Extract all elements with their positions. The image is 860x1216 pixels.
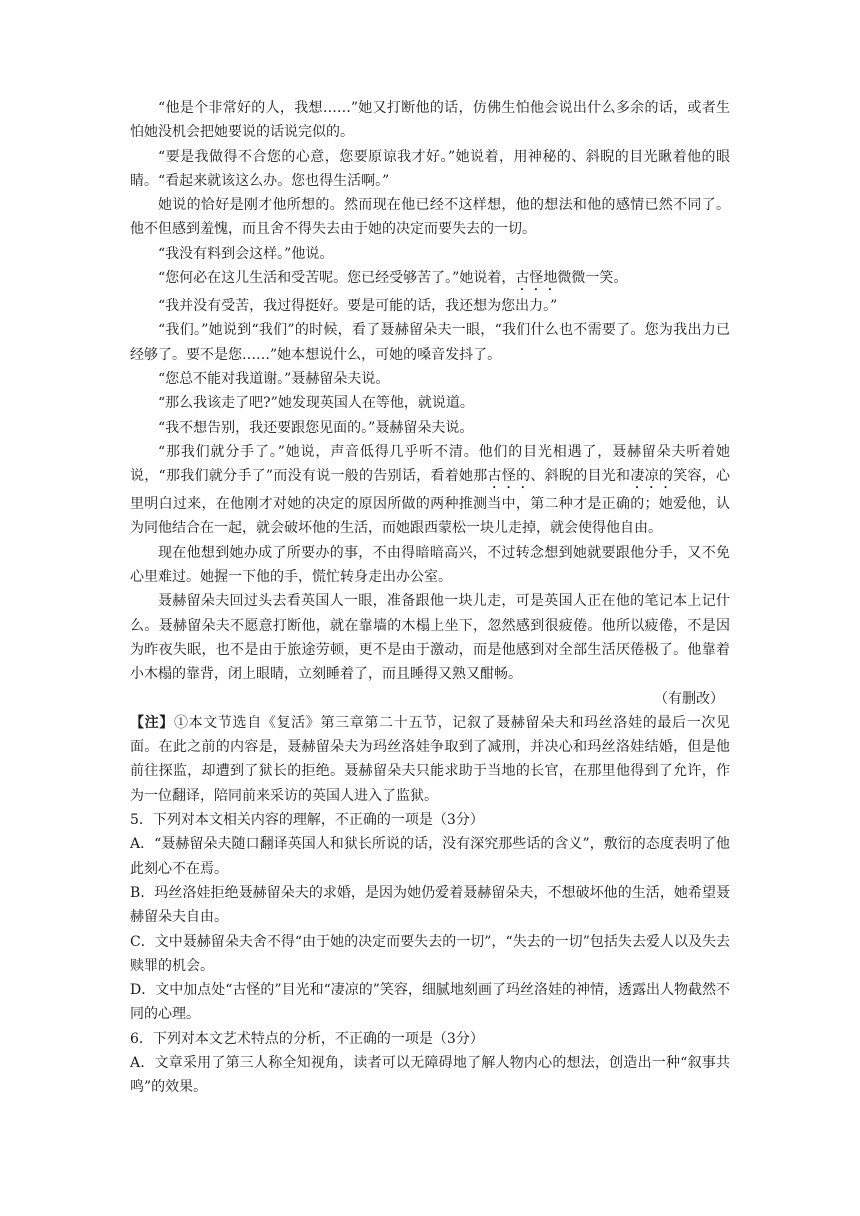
annotation-label: 【注】 [130, 714, 174, 731]
emphasized-text: 古怪的 [487, 468, 531, 485]
paragraph: “您总不能对我道谢。”聂赫留朵夫说。 [158, 370, 390, 387]
text-run: “那我们就分手了。”她说，声音低得几乎听不清。他们的目光相遇了，聂赫留朵夫听着她说，“那我们就分手了”而没有说一般的告别话，看着她那 [130, 443, 730, 485]
emphasized-text: 凄凉的 [630, 468, 674, 485]
annotation [130, 711, 730, 808]
paragraph: “要是我做得不合您的心意，您要原谅我才好。”她说着，用神秘的、斜睨的目光瞅着他的眼睛。“看起来就该这么办。您也得生活啊。” [130, 148, 730, 189]
paragraph: 现在他想到她办成了所要办的事，不由得暗暗高兴，不过转念想到她就要跟他分手，又不免心里难过。她握一下他的手，慌忙转身走出办公室。 [130, 544, 730, 586]
question-5-option-d: D．文中加点处“古怪的”目光和“凄凉的”笑容，细腻地刻画了玛丝洛娃的神情，透露出人物截然不同的心理。 [130, 982, 730, 1023]
question-5-option-a: A．“聂赫留朵夫随口翻译英国人和狱长所说的话，没有深究那些话的含义”，敷衍的态度表明了他此刻心不在焉。 [130, 836, 730, 877]
paragraph: “我不想告别，我还要跟您见面的。”聂赫留朵夫说。 [158, 419, 474, 436]
paragraph: “那么我该走了吧?”她发现英国人在等他，就说道。 [158, 395, 474, 412]
question-6-option-a: A．文章采用了第三人称全知视角，读者可以无障碍地了解人物内心的想法，创造出一种“叙事共鸣”的效果。 [130, 1054, 730, 1096]
exam-page [130, 96, 730, 1100]
paragraph: “我们。”她说到“我们”的时候，看了聂赫留朵夫一眼，“我们什么也不需要了。您为我出力已经够了。要不是您……”她本想说什么，可她的嗓音发抖了。 [130, 322, 730, 363]
paragraph: “他是个非常好的人，我想……”她又打断他的话，仿佛生怕他会说出什么多余的话，或者生怕她没机会把她要说的话说完似的。 [130, 100, 730, 141]
text-run: 笑容，心里明白过来，在他刚才对她的决定的原因所做的两种推测当中，第二种才是正确的；她爱他，认为同他结合在一起，就会破坏他的生活，而她跟西蒙松一块儿走掉，就会使得他自由。 [130, 468, 731, 537]
text-run: 微微一笑。 [557, 270, 628, 287]
paragraph [130, 440, 730, 541]
question-6-stem: 6．下列对本文艺术特点的分析，不正确的一项是（3分） [130, 1030, 484, 1047]
emphasized-text: 古怪地 [515, 270, 558, 287]
paragraph: 聂赫留朵夫回过头去看英国人一眼，准备跟他一块儿走，可是英国人正在他的笔记本上记什么。聂赫留朵夫不愿意打断他，就在靠墙的木榻上坐下，忽然感到很疲倦。他所以疲倦，不是因为昨夜失眠，也不是由于旅途劳顿，更不是由于激动，而是他感到对全部生活厌倦极了。他靠着小木榻的靠背，闭上眼睛，立刻睡着了，而且睡得又熟又酣畅。 [130, 593, 730, 683]
annotation-text: ①本文节选自《复活》第三章第二十五节，记叙了聂赫留朵夫和玛丝洛娃的最后一次见面。在此之前的内容是，聂赫留朵夫为玛丝洛娃争取到了减刑，并决心和玛丝洛娃结婚，但是他前往探监，却遭到了狱长的拒绝。聂赫留朵夫只能求助于当地的长官，在那里他得到了允许，作为一位翻译，陪同前来采访的英国人进入了监狱。 [130, 714, 731, 804]
question-5-stem: 5．下列对本文相关内容的理解，不正确的一项是（3分） [130, 812, 484, 829]
paragraph: “我并没有受苦，我过得挺好。要是可能的话，我还想为您出力。” [158, 298, 558, 315]
question-5-option-b: B．玛丝洛娃拒绝聂赫留朵夫的求婚，是因为她仍爱着聂赫留朵夫，不想破坏他的生活，她希望聂赫留朵夫自由。 [130, 884, 730, 926]
question-5-option-c: C．文中聂赫留朵夫舍不得“由于她的决定而要失去的一切”，“失去的一切”包括失去爱人以及失去赎罪的机会。 [130, 933, 730, 974]
paragraph: 她说的恰好是刚才他所想的。然而现在他已经不这样想，他的想法和他的感情已然不同了。他不但感到羞愧，而且舍不得失去由于她的决定而要失去的一切。 [130, 197, 730, 238]
text-run: 、斜睨的目光和 [530, 468, 631, 485]
text-run: “您何必在这儿生活和受苦呢。您已经受够苦了。”她说着， [158, 270, 516, 287]
paragraph [130, 266, 730, 294]
paragraph: “我没有料到会这样。”他说。 [158, 245, 334, 262]
source-note: （有删改） [654, 690, 724, 707]
